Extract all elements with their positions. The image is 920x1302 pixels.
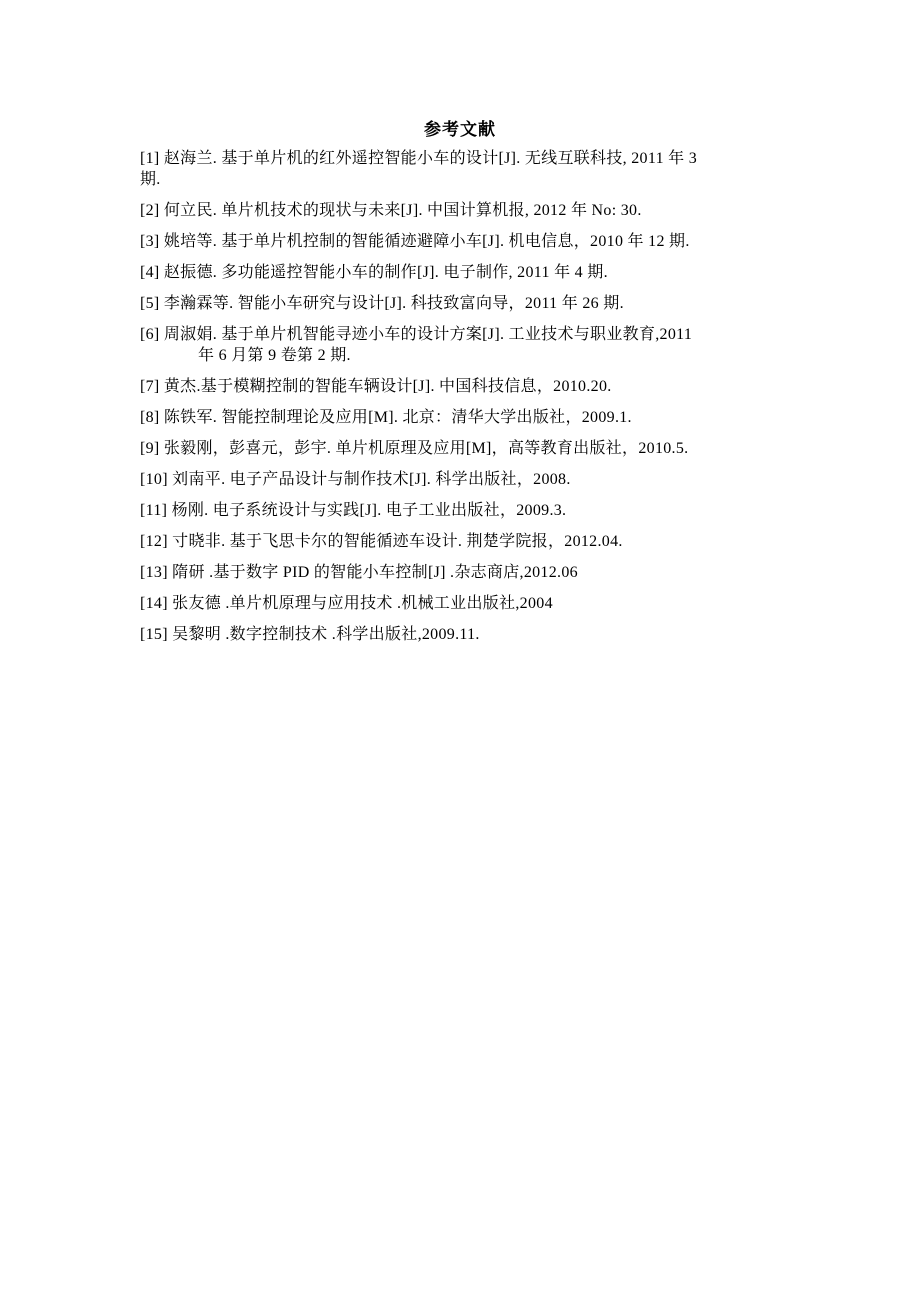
reference-number: [8] (140, 409, 160, 426)
reference-number: [1] (140, 150, 160, 167)
reference-number: [7] (140, 378, 160, 395)
reference-text: 隋研 .基于数字 PID 的智能小车控制[J] .杂志商店,2012.06 (172, 564, 578, 581)
reference-text: 吴黎明 .数字控制技术 .科学出版社,2009.11. (172, 626, 480, 643)
reference-item (140, 293, 790, 314)
reference-text: 李瀚霖等. 智能小车研究与设计[J]. 科技致富向导，2011 年 26 期. (163, 295, 624, 312)
reference-number: [12] (140, 533, 168, 550)
reference-number: [10] (140, 471, 168, 488)
reference-text: 姚培等. 基于单片机控制的智能循迹避障小车[J]. 机电信息，2010 年 12 期. (163, 233, 690, 250)
reference-item (140, 562, 790, 583)
reference-text: 寸晓非. 基于飞思卡尔的智能循迹车设计. 荆楚学院报，2012.04. (172, 533, 623, 550)
reference-item (140, 200, 790, 221)
reference-text: 杨刚. 电子系统设计与实践[J]. 电子工业出版社，2009.3. (171, 502, 567, 519)
reference-number: [6] (140, 326, 160, 343)
reference-item (140, 469, 790, 490)
reference-number: [11] (140, 502, 168, 519)
references-list (140, 148, 790, 655)
reference-text: 赵海兰. 基于单片机的红外遥控智能小车的设计[J]. 无线互联科技, 2011 年 3 (163, 150, 698, 167)
reference-number: [13] (140, 564, 168, 581)
reference-number: [3] (140, 233, 160, 250)
reference-text: 陈铁军. 智能控制理论及应用[M]. 北京：清华大学出版社，2009.1. (163, 409, 632, 426)
reference-continuation: 年 6 月第 9 卷第 2 期. (198, 347, 351, 364)
reference-item (140, 407, 790, 428)
reference-item (140, 624, 790, 645)
reference-text: 张毅刚，彭喜元，彭宇. 单片机原理及应用[M]，高等教育出版社，2010.5. (163, 440, 689, 457)
reference-text: 黄杰.基于模糊控制的智能车辆设计[J]. 中国科技信息，2010.20. (163, 378, 612, 395)
reference-number: [9] (140, 440, 160, 457)
reference-item (140, 262, 790, 283)
reference-number: [15] (140, 626, 168, 643)
reference-item (140, 376, 790, 397)
reference-number: [14] (140, 595, 168, 612)
reference-number: [5] (140, 295, 160, 312)
reference-text: 赵振德. 多功能遥控智能小车的制作[J]. 电子制作, 2011 年 4 期. (163, 264, 608, 281)
reference-item (140, 531, 790, 552)
reference-number: [2] (140, 202, 160, 219)
reference-text: 刘南平. 电子产品设计与制作技术[J]. 科学出版社，2008. (172, 471, 571, 488)
reference-continuation: 期. (140, 171, 161, 188)
reference-item (140, 231, 790, 252)
reference-item (140, 438, 790, 459)
reference-item (140, 593, 790, 614)
reference-text: 张友德 .单片机原理与应用技术 .机械工业出版社,2004 (172, 595, 553, 612)
reference-item (140, 148, 790, 190)
reference-item (140, 500, 790, 521)
references-title: 参考文献 (424, 120, 496, 139)
reference-text: 周淑娟. 基于单片机智能寻迹小车的设计方案[J]. 工业技术与职业教育,2011 (163, 326, 693, 343)
reference-item (140, 324, 790, 366)
reference-number: [4] (140, 264, 160, 281)
reference-text: 何立民. 单片机技术的现状与未来[J]. 中国计算机报, 2012 年 No: 30. (163, 202, 642, 219)
